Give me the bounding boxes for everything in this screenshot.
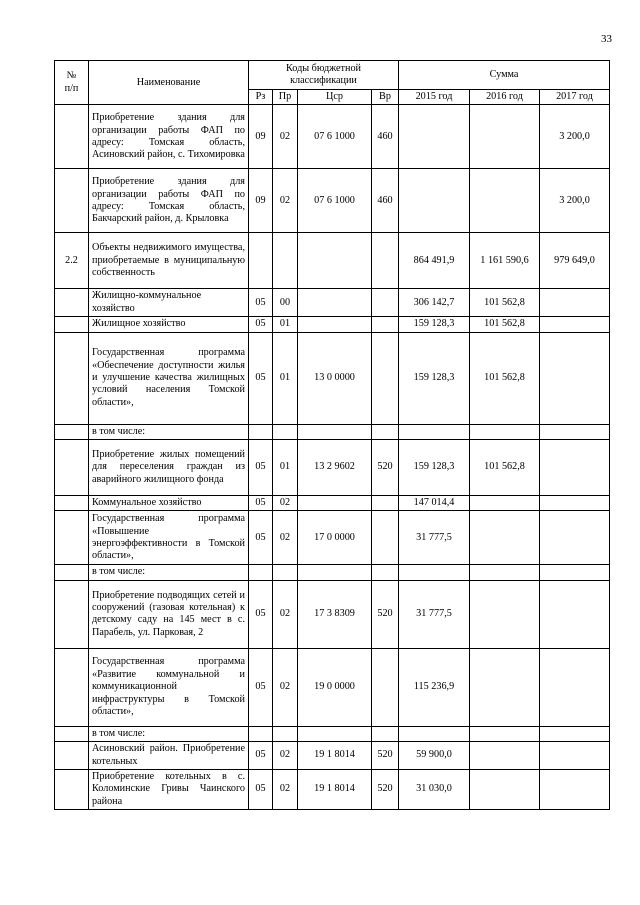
row-rz: 09 (249, 105, 273, 169)
row-sum-2017 (540, 580, 610, 648)
row-vr (372, 565, 399, 580)
header-rz: Рз (249, 90, 273, 105)
row-sum-2015: 306 142,7 (399, 289, 470, 317)
row-pr (273, 565, 298, 580)
header-name: Наименование (89, 61, 249, 105)
row-name: в том числе: (89, 565, 249, 580)
row-name: Государственная программа «Развитие коммунальной и коммуникационной инфраструктуры в Томской области», (89, 648, 249, 726)
row-rz (249, 726, 273, 741)
row-vr (372, 233, 399, 289)
table-header (55, 61, 610, 105)
row-name: в том числе: (89, 726, 249, 741)
row-vr: 520 (372, 770, 399, 810)
row-rz: 05 (249, 648, 273, 726)
row-number (55, 332, 89, 424)
row-sum-2015: 147 014,4 (399, 496, 470, 511)
table-row (55, 580, 610, 648)
row-sum-2015: 31 777,5 (399, 511, 470, 565)
row-name: Жилищное хозяйство (89, 317, 249, 332)
row-rz: 05 (249, 511, 273, 565)
row-name: Государственная программа «Обеспечение доступности жилья и улучшение качества жилищных условий населения Томской области», (89, 332, 249, 424)
header-num: № п/п (55, 61, 89, 105)
table-row (55, 317, 610, 332)
row-number: 2.2 (55, 233, 89, 289)
row-number (55, 770, 89, 810)
row-rz: 05 (249, 770, 273, 810)
row-vr (372, 726, 399, 741)
row-vr (372, 424, 399, 439)
row-number (55, 440, 89, 496)
row-rz: 05 (249, 580, 273, 648)
row-number (55, 648, 89, 726)
row-sum-2016: 101 562,8 (470, 289, 540, 317)
row-csr: 13 0 0000 (298, 332, 372, 424)
row-number (55, 565, 89, 580)
row-sum-2015: 115 236,9 (399, 648, 470, 726)
row-sum-2016 (470, 742, 540, 770)
header-2016: 2016 год (470, 90, 540, 105)
row-sum-2016 (470, 648, 540, 726)
row-vr (372, 289, 399, 317)
row-sum-2016 (470, 424, 540, 439)
row-sum-2016 (470, 169, 540, 233)
row-sum-2017 (540, 424, 610, 439)
header-2017: 2017 год (540, 90, 610, 105)
row-csr (298, 289, 372, 317)
table-row (55, 105, 610, 169)
row-sum-2015: 159 128,3 (399, 332, 470, 424)
row-csr: 07 6 1000 (298, 105, 372, 169)
row-name: в том числе: (89, 424, 249, 439)
header-pr: Пр (273, 90, 298, 105)
row-sum-2016: 101 562,8 (470, 332, 540, 424)
row-pr: 02 (273, 105, 298, 169)
row-sum-2016: 101 562,8 (470, 317, 540, 332)
header-codes: Коды бюджетной классификации (249, 61, 399, 90)
row-sum-2016 (470, 511, 540, 565)
row-csr: 19 1 8014 (298, 770, 372, 810)
row-sum-2017: 3 200,0 (540, 105, 610, 169)
row-rz: 05 (249, 317, 273, 332)
row-pr: 01 (273, 440, 298, 496)
row-sum-2016 (470, 580, 540, 648)
table-row (55, 770, 610, 810)
row-sum-2016 (470, 726, 540, 741)
table-row (55, 169, 610, 233)
row-name: Приобретение здания для организации работы ФАП по адресу: Томская область, Асиновский район, с. Тихомировка (89, 105, 249, 169)
row-pr: 02 (273, 511, 298, 565)
row-number (55, 317, 89, 332)
row-sum-2016 (470, 770, 540, 810)
header-csr: Цср (298, 90, 372, 105)
row-pr: 02 (273, 496, 298, 511)
row-rz: 05 (249, 496, 273, 511)
row-sum-2017 (540, 440, 610, 496)
row-name: Приобретение котельных в с. Коломинские Гривы Чаинского района (89, 770, 249, 810)
row-vr (372, 332, 399, 424)
row-rz: 05 (249, 742, 273, 770)
row-pr: 01 (273, 317, 298, 332)
row-sum-2017 (540, 496, 610, 511)
row-csr (298, 233, 372, 289)
row-name: Объекты недвижимого имущества, приобретаемые в муниципальную собственность (89, 233, 249, 289)
table-row (55, 565, 610, 580)
header-vr: Вр (372, 90, 399, 105)
header-2015: 2015 год (399, 90, 470, 105)
row-sum-2015: 159 128,3 (399, 440, 470, 496)
row-vr: 460 (372, 105, 399, 169)
row-csr: 17 0 0000 (298, 511, 372, 565)
row-name: Приобретение здания для организации работы ФАП по адресу: Томская область, Бакчарский район, д. Крыловка (89, 169, 249, 233)
row-vr: 520 (372, 440, 399, 496)
row-name: Приобретение жилых помещений для переселения граждан из аварийного жилищного фонда (89, 440, 249, 496)
table-row (55, 233, 610, 289)
row-csr (298, 317, 372, 332)
row-sum-2017: 979 649,0 (540, 233, 610, 289)
table-row (55, 424, 610, 439)
row-number (55, 105, 89, 169)
row-sum-2016 (470, 496, 540, 511)
row-sum-2017 (540, 648, 610, 726)
row-sum-2017 (540, 726, 610, 741)
row-number (55, 169, 89, 233)
row-sum-2015: 59 900,0 (399, 742, 470, 770)
row-sum-2015 (399, 169, 470, 233)
row-pr: 02 (273, 648, 298, 726)
row-pr (273, 424, 298, 439)
row-rz (249, 565, 273, 580)
row-pr: 01 (273, 332, 298, 424)
row-sum-2017: 3 200,0 (540, 169, 610, 233)
row-pr: 02 (273, 169, 298, 233)
row-csr (298, 496, 372, 511)
row-name: Жилищно-коммунальное хозяйство (89, 289, 249, 317)
row-vr: 520 (372, 742, 399, 770)
row-csr: 17 3 8309 (298, 580, 372, 648)
row-sum-2016 (470, 565, 540, 580)
row-rz (249, 424, 273, 439)
row-pr (273, 726, 298, 741)
row-rz: 05 (249, 289, 273, 317)
table-row (55, 440, 610, 496)
row-rz: 05 (249, 332, 273, 424)
table-row (55, 742, 610, 770)
row-rz (249, 233, 273, 289)
row-sum-2016 (470, 105, 540, 169)
row-number (55, 580, 89, 648)
row-csr (298, 726, 372, 741)
table-body (55, 105, 610, 810)
row-number (55, 289, 89, 317)
row-sum-2015: 864 491,9 (399, 233, 470, 289)
row-csr: 19 0 0000 (298, 648, 372, 726)
row-csr: 13 2 9602 (298, 440, 372, 496)
table-row (55, 332, 610, 424)
table-row (55, 496, 610, 511)
table-row (55, 289, 610, 317)
row-csr (298, 424, 372, 439)
row-sum-2015 (399, 565, 470, 580)
row-pr: 02 (273, 742, 298, 770)
row-sum-2015: 31 777,5 (399, 580, 470, 648)
row-sum-2016: 101 562,8 (470, 440, 540, 496)
row-vr: 520 (372, 580, 399, 648)
row-sum-2015: 159 128,3 (399, 317, 470, 332)
row-rz: 05 (249, 440, 273, 496)
row-pr: 00 (273, 289, 298, 317)
table-row (55, 648, 610, 726)
row-vr (372, 317, 399, 332)
row-csr: 19 1 8014 (298, 742, 372, 770)
row-number (55, 511, 89, 565)
row-sum-2017 (540, 770, 610, 810)
row-name: Приобретение подводящих сетей и сооружений (газовая котельная) к детскому саду на 145 мест в с. Парабель, ул. Парковая, 2 (89, 580, 249, 648)
row-number (55, 424, 89, 439)
row-sum-2015: 31 030,0 (399, 770, 470, 810)
header-sum: Сумма (399, 61, 610, 90)
row-rz: 09 (249, 169, 273, 233)
row-name: Асиновский район. Приобретение котельных (89, 742, 249, 770)
table-row (55, 726, 610, 741)
row-pr: 02 (273, 580, 298, 648)
row-number (55, 726, 89, 741)
row-sum-2017 (540, 511, 610, 565)
row-sum-2017 (540, 742, 610, 770)
row-csr: 07 6 1000 (298, 169, 372, 233)
row-name: Государственная программа «Повышение энергоэффективности в Томской области», (89, 511, 249, 565)
row-sum-2015 (399, 424, 470, 439)
budget-table (54, 60, 610, 810)
row-sum-2017 (540, 289, 610, 317)
row-sum-2015 (399, 726, 470, 741)
row-pr: 02 (273, 770, 298, 810)
row-number (55, 496, 89, 511)
row-csr (298, 565, 372, 580)
row-vr (372, 511, 399, 565)
row-pr (273, 233, 298, 289)
row-sum-2015 (399, 105, 470, 169)
row-vr (372, 496, 399, 511)
row-vr: 460 (372, 169, 399, 233)
row-sum-2017 (540, 565, 610, 580)
row-number (55, 742, 89, 770)
row-sum-2017 (540, 317, 610, 332)
row-vr (372, 648, 399, 726)
row-name: Коммунальное хозяйство (89, 496, 249, 511)
row-sum-2016: 1 161 590,6 (470, 233, 540, 289)
row-sum-2017 (540, 332, 610, 424)
page-number: 33 (601, 33, 612, 45)
table-row (55, 511, 610, 565)
